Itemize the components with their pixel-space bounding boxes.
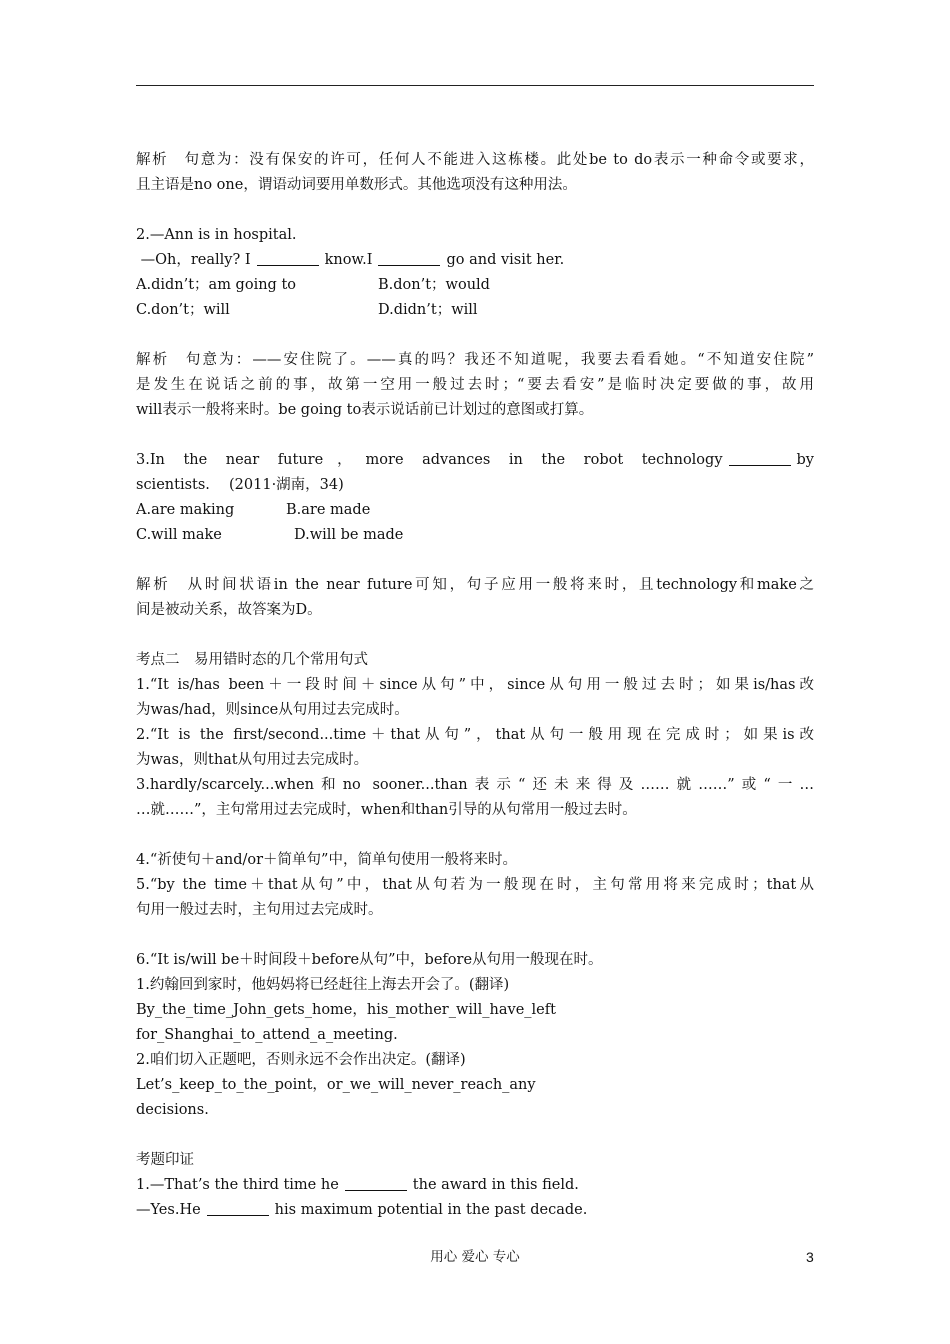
- rule-2-line-2: 为was，则that从句用过去完成时。: [136, 752, 369, 768]
- question-2-stem: 2.—Ann is in hospital.: [136, 227, 297, 243]
- answer-blank: [378, 250, 440, 266]
- question-3-options-row-2: [136, 523, 814, 548]
- answer-blank: [257, 250, 319, 266]
- analysis-2-line-1: 解析 句意为：——安住院了。——真的吗？我还不知道呢，我要去看看她。“不知道安住院”: [136, 352, 814, 368]
- translation-1-answer-line-2: for_Shanghai_to_attend_a_meeting.: [136, 1027, 398, 1043]
- option-a: A.didn’t；am going to: [136, 277, 296, 293]
- analysis-2-line-3: will表示一般将来时。be going to表示说话前已计划过的意图或打算。: [136, 402, 594, 418]
- option-d: D.will be made: [294, 527, 404, 543]
- option-b: B.don’t；would: [378, 277, 490, 293]
- option-b: B.are made: [286, 502, 371, 518]
- translation-2-question: 2.咱们切入正题吧，否则永远不会作出决定。(翻译): [136, 1052, 466, 1068]
- question-2-response: —Oh，really? I know.I go and visit her.: [136, 252, 565, 268]
- answer-blank: [345, 1175, 407, 1191]
- option-c: C.will make: [136, 527, 222, 543]
- page-number: 3: [806, 1249, 814, 1265]
- analysis-1-line-1: 解析 句意为：没有保安的许可，任何人不能进入这栋楼。此处be to do表示一种命令或要求，: [136, 152, 814, 168]
- section-title-kaoti: 考题印证: [136, 1152, 194, 1168]
- rule-6: 6.“It is/will be＋时间段＋before从句”中，before从句用一般现在时。: [136, 952, 603, 968]
- option-d: D.didn’t；will: [378, 302, 478, 318]
- rule-1-line-2: 为was/had，则since从句用过去完成时。: [136, 702, 409, 718]
- footer-motto: 用心 爱心 专心: [430, 1249, 520, 1265]
- option-c: C.don’t；will: [136, 302, 230, 318]
- question-3-stem: 3.In the near future，more advances in the robot technology by: [136, 452, 814, 468]
- analysis-2-line-2: 是发生在说话之前的事，故第一空用一般过去时；“要去看安”是临时决定要做的事，故用: [136, 377, 814, 393]
- page-footer: [0, 1246, 950, 1268]
- question-3-source: scientists. (2011·湖南，34): [136, 477, 344, 493]
- question-2-options-row-2: [136, 298, 814, 323]
- rule-1-line-1: 1.“It is/has been＋一段时间＋since从句”中，since从句用一般过去时；如果is/has改: [136, 677, 814, 693]
- rule-4: 4.“祈使句＋and/or＋简单句”中，简单句使用一般将来时。: [136, 852, 517, 868]
- answer-blank: [729, 450, 791, 466]
- question-2-options-row-1: [136, 273, 814, 298]
- rule-5-line-2: 句用一般过去时，主句用过去完成时。: [136, 902, 383, 918]
- exercise-1-line-1: 1.—That’s the third time he the award in this field.: [136, 1177, 579, 1193]
- translation-2-answer-line-2: decisions.: [136, 1102, 209, 1118]
- answer-blank: [207, 1200, 269, 1216]
- section-title-kaodian-2: 考点二 易用错时态的几个常用句式: [136, 652, 368, 668]
- exercise-1-line-2: —Yes.He his maximum potential in the past decade.: [136, 1202, 588, 1218]
- rule-3-line-1: 3.hardly/scarcely...when和no sooner...than表示“还未来得及……就……”或“一…: [136, 777, 814, 793]
- option-a: A.are making: [136, 502, 235, 518]
- analysis-1-line-2: 且主语是no one，谓语动词要用单数形式。其他选项没有这种用法。: [136, 177, 577, 193]
- analysis-3-line-1: 解析 从时间状语in the near future可知，句子应用一般将来时，且technology和make之: [136, 577, 814, 593]
- translation-2-answer-line-1: Let’s_keep_to_the_point，or_we_will_never_reach_any: [136, 1077, 536, 1093]
- analysis-3-line-2: 间是被动关系，故答案为D。: [136, 602, 322, 618]
- rule-3-line-2: …就……”，主句常用过去完成时，when和than引导的从句常用一般过去时。: [136, 802, 637, 818]
- question-3-options-row-1: [136, 498, 814, 523]
- document-body: [136, 148, 814, 1223]
- translation-1-answer-line-1: By_the_time_John_gets_home，his_mother_will_have_left: [136, 1002, 556, 1018]
- header-rule: [136, 85, 814, 86]
- rule-2-line-1: 2.“It is the first/second...time＋that从句”，that从句一般用现在完成时；如果is改: [136, 727, 814, 743]
- rule-5-line-1: 5.“by the time＋that从句”中，that从句若为一般现在时，主句常用将来完成时；that从: [136, 877, 814, 893]
- translation-1-question: 1.约翰回到家时，他妈妈将已经赶往上海去开会了。(翻译): [136, 977, 510, 993]
